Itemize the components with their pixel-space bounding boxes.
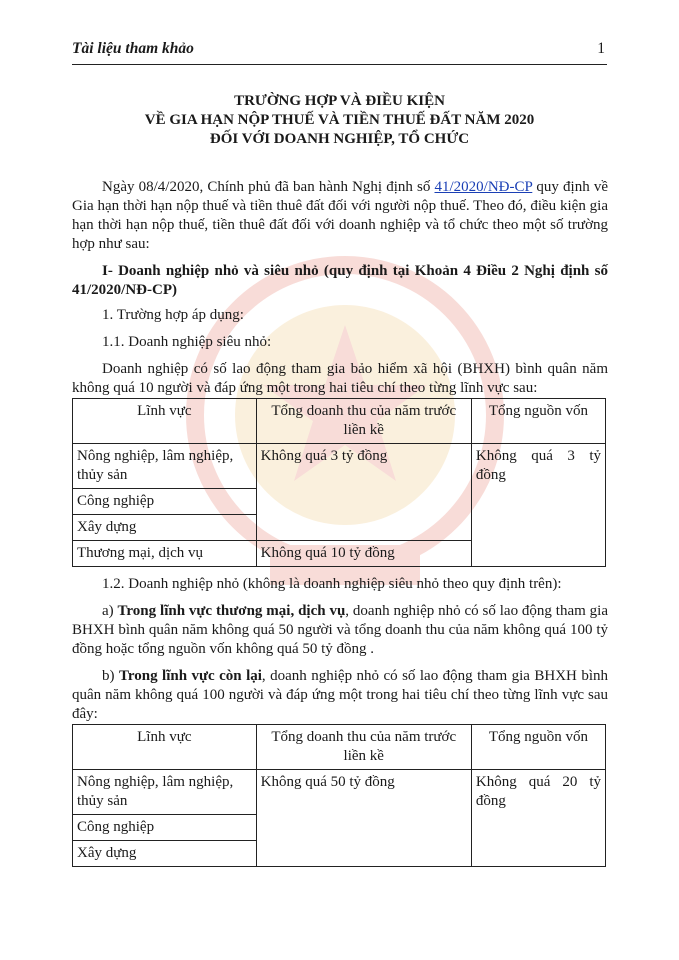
item-1-1: 1.1. Doanh nghiệp siêu nhỏ: bbox=[102, 334, 272, 350]
title-line-3: ĐỐI VỚI DOANH NGHIỆP, TỔ CHỨC bbox=[209, 131, 470, 147]
intro-paragraph: Ngày 08/4/2020, Chính phủ đã ban hành Nghị định số 41/2020/NĐ-CP quy định về Gia hạn thời hạn nộp thuế và tiền thuê đất đối với người nộp thuế. Theo đó, điều kiện gia hạn thời hạn nộp thuế, tiền thuê đất đối với doanh nghiệp và tổ chức theo một số trường hợp như sau: bbox=[72, 179, 609, 252]
revenue-cell: Không quá 3 tỷ đồng bbox=[256, 444, 471, 541]
title-line-2: VỀ GIA HẠN NỘP THUẾ VÀ TIỀN THUẾ ĐẤT NĂM 2020 bbox=[144, 112, 535, 128]
header-capital: Tổng nguồn vốn bbox=[471, 725, 605, 770]
revenue-cell: Không quá 10 tỷ đồng bbox=[256, 541, 471, 567]
revenue-cell: Không quá 50 tỷ đồng bbox=[256, 770, 471, 867]
header-capital: Tổng nguồn vốn bbox=[471, 399, 605, 444]
field-cell: Nông nghiệp, lâm nghiệp, thủy sản bbox=[73, 444, 257, 489]
small-criteria-table bbox=[72, 724, 606, 867]
field-cell: Xây dựng bbox=[73, 841, 257, 867]
table-row bbox=[73, 444, 606, 489]
micro-criteria-table bbox=[72, 398, 606, 567]
field-cell: Thương mại, dịch vụ bbox=[73, 541, 257, 567]
micro-description: Doanh nghiệp có số lao động tham gia bảo hiểm xã hội (BHXH) bình quân năm không quá 10 người và đáp ứng một trong hai tiêu chí theo từng lĩnh vực sau: bbox=[72, 361, 608, 396]
header-revenue: Tổng doanh thu của năm trước liền kề bbox=[256, 725, 471, 770]
field-cell: Công nghiệp bbox=[73, 489, 257, 515]
table-header-row bbox=[73, 399, 606, 444]
field-cell: Công nghiệp bbox=[73, 815, 257, 841]
title-line-1: TRƯỜNG HỢP VÀ ĐIỀU KIỆN bbox=[234, 93, 445, 109]
field-cell: Nông nghiệp, lâm nghiệp, thủy sản bbox=[73, 770, 257, 815]
document-title bbox=[72, 92, 607, 149]
table-header-row bbox=[73, 725, 606, 770]
header-label: Tài liệu tham khảo bbox=[72, 40, 194, 57]
page-header bbox=[72, 38, 607, 65]
header-field: Lĩnh vực bbox=[73, 399, 257, 444]
section-1-heading: I- Doanh nghiệp nhỏ và siêu nhỏ (quy định tại Khoản 4 Điều 2 Nghị định số 41/2020/NĐ-CP) bbox=[72, 263, 608, 298]
paragraph-b: b) Trong lĩnh vực còn lại, doanh nghiệp nhỏ có số lao động tham gia BHXH bình quân năm không quá 100 người và đáp ứng một trong hai tiêu chí theo từng lĩnh vực sau đây: bbox=[72, 668, 608, 722]
page-number: 1 bbox=[597, 40, 605, 57]
item-1-2: 1.2. Doanh nghiệp nhỏ (không là doanh nghiệp siêu nhỏ theo quy định trên): bbox=[102, 576, 562, 592]
header-field: Lĩnh vực bbox=[73, 725, 257, 770]
decree-link[interactable]: 41/2020/NĐ-CP bbox=[434, 179, 533, 195]
document-body bbox=[72, 178, 608, 875]
field-cell: Xây dựng bbox=[73, 515, 257, 541]
capital-cell: Không quá 20 tỷ đồng bbox=[471, 770, 605, 867]
paragraph-a: a) Trong lĩnh vực thương mại, dịch vụ, doanh nghiệp nhỏ có số lao động tham gia BHXH bình quân năm không quá 50 người và tổng doanh thu của năm không quá 100 tỷ đồng hoặc tổng nguồn vốn không quá 50 tỷ đồng . bbox=[72, 603, 608, 657]
table-row bbox=[73, 770, 606, 815]
item-1: 1. Trường hợp áp dụng: bbox=[102, 307, 244, 323]
header-revenue: Tổng doanh thu của năm trước liền kề bbox=[256, 399, 471, 444]
capital-cell: Không quá 3 tỷ đồng bbox=[471, 444, 605, 567]
